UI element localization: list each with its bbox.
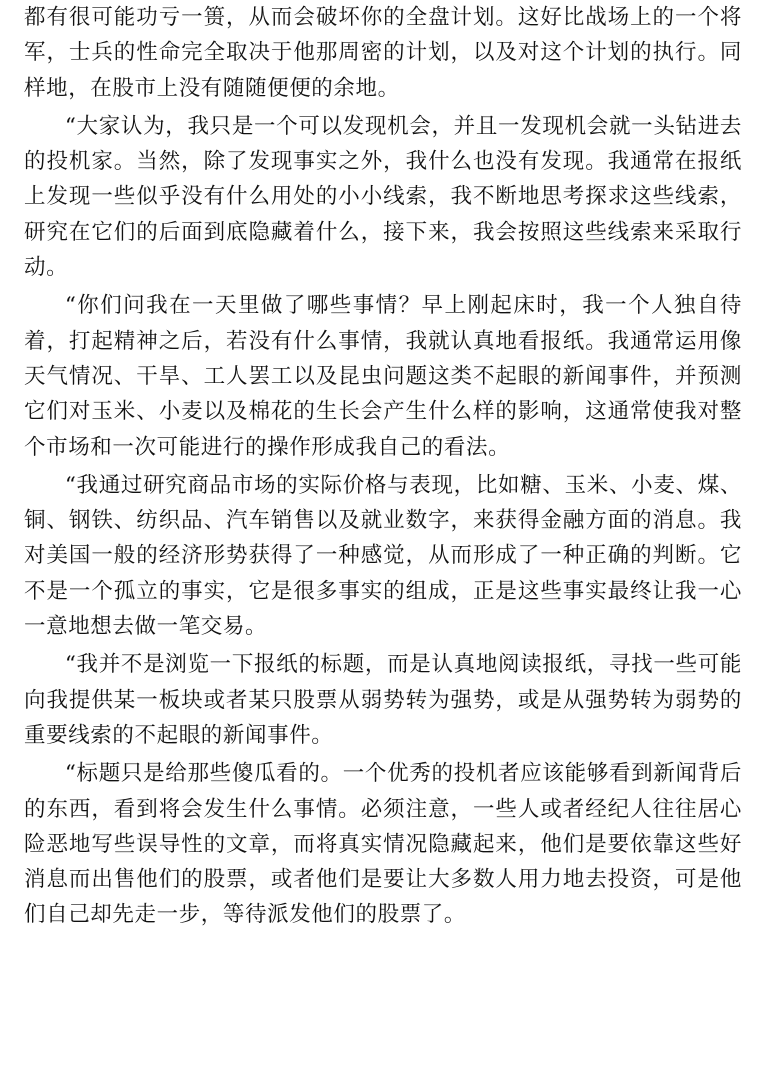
- paragraph: “标题只是给那些傻瓜看的。一个优秀的投机者应该能够看到新闻背后的东西，看到将会发生什么事情。必须注意，一些人或者经纪人往往居心险恶地写些误导性的文章，而将真实情况隐藏起来，他们是要依靠这些好消息而出售他们的股票，或者他们是要让大多数人用力地去投资，可是他们自己却先走一步，等待派发他们的股票了。: [24, 761, 742, 928]
- paragraph-continuation: 都有很可能功亏一篑，从而会破坏你的全盘计划。这好比战场上的一个将军，士兵的性命完全取决于他那周密的计划，以及对这个计划的执行。同样地，在股市上没有随随便便的余地。: [24, 5, 742, 101]
- paragraph: “大家认为，我只是一个可以发现机会，并且一发现机会就一头钻进去的投机家。当然，除了发现事实之外，我什么也没有发现。我通常在报纸上发现一些似乎没有什么用处的小小线索，我不断地思考探求这些线索，研究在它们的后面到底隐藏着什么，接下来，我会按照这些线索来采取行动。: [24, 113, 742, 281]
- paragraph: “我并不是浏览一下报纸的标题，而是认真地阅读报纸，寻找一些可能向我提供某一板块或者某只股票从弱势转为强势，或是从强势转为弱势的重要线索的不起眼的新闻事件。: [24, 652, 742, 748]
- paragraph: “你们问我在一天里做了哪些事情？早上刚起床时，我一个人独自待着，打起精神之后，若没有什么事情，我就认真地看报纸。我通常运用像天气情况、干旱、工人罢工以及昆虫问题这类不起眼的新闻事件，并预测它们对玉米、小麦以及棉花的生长会产生什么样的影响，这通常使我对整个市场和一次可能进行的操作形成我自己的看法。: [24, 293, 742, 460]
- paragraph: “我通过研究商品市场的实际价格与表现，比如糖、玉米、小麦、煤、铜、钢铁、纺织品、汽车销售以及就业数字，来获得金融方面的消息。我对美国一般的经济形势获得了一种感觉，从而形成了一种正确的判断。它不是一个孤立的事实，它是很多事实的组成，正是这些事实最终让我一心一意地想去做一笔交易。: [24, 472, 742, 640]
- body-text: [24, 0, 742, 933]
